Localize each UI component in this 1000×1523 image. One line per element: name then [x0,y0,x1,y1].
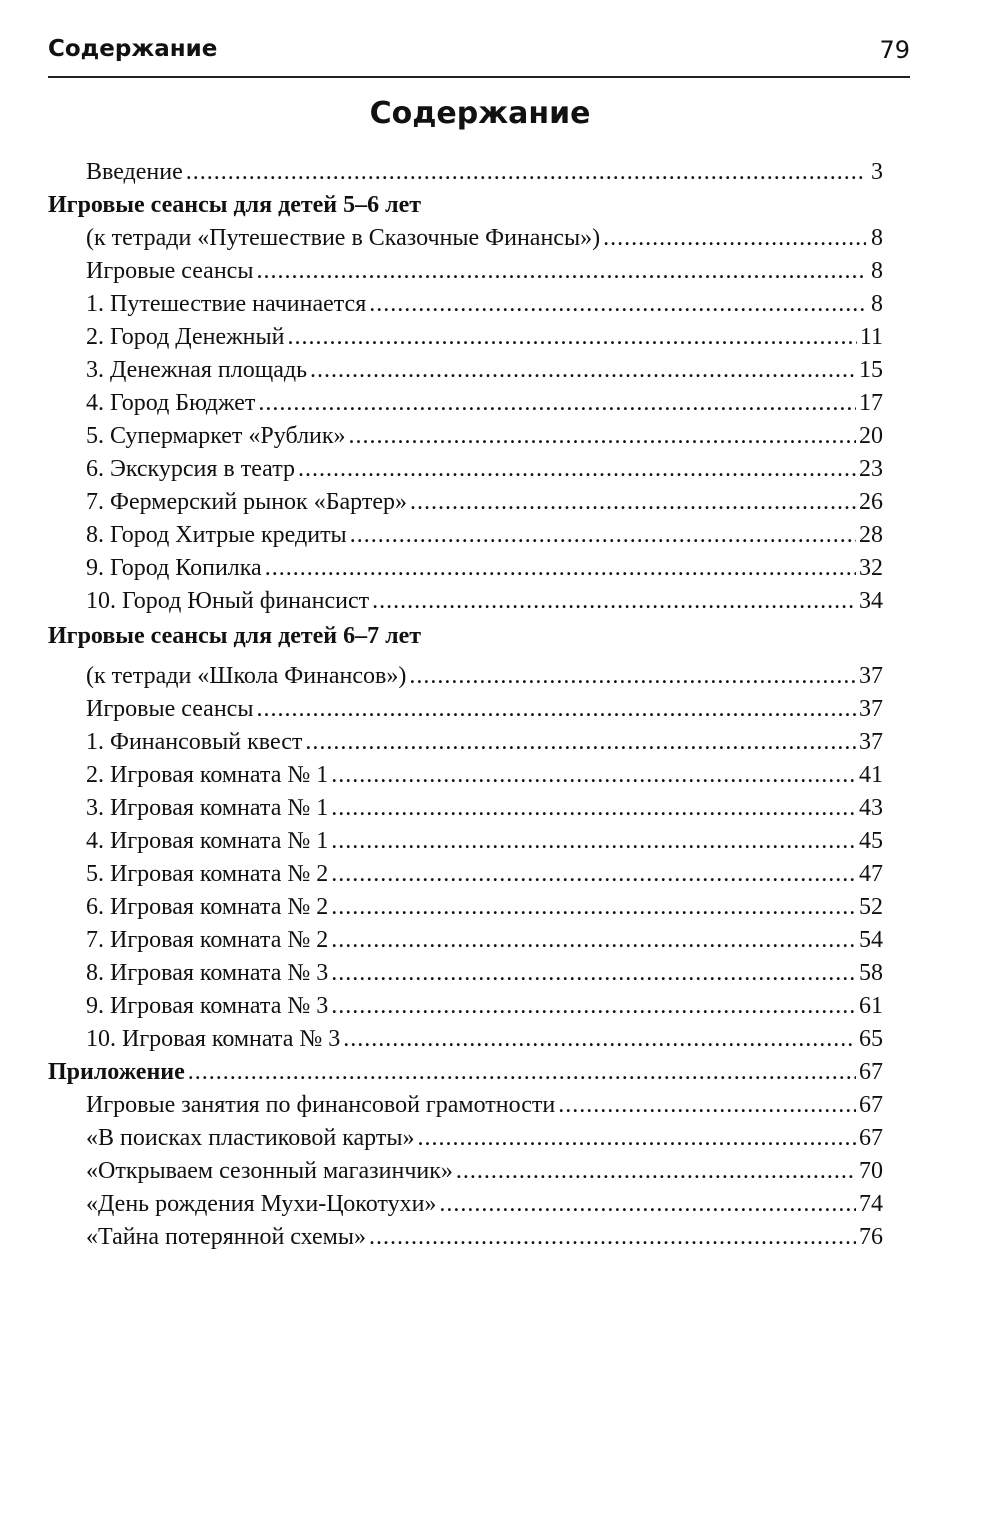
toc-entry[interactable] [48,792,883,825]
toc-entry[interactable] [48,891,883,924]
toc-entry[interactable] [48,222,883,255]
toc-entry-page: 37 [859,663,883,689]
toc-entry[interactable] [48,552,883,585]
toc-entry-page: 37 [859,696,883,722]
toc-entry-page: 17 [859,390,883,416]
dot-leader [186,156,866,189]
toc-entry-label: 1. Финансовый квест [86,729,303,755]
toc-entry-page: 67 [859,1092,883,1118]
toc-entry-page: 8 [871,258,883,284]
toc-entry[interactable] [48,321,883,354]
toc-entry-page: 34 [859,588,883,614]
toc-entry[interactable] [48,990,883,1023]
toc-entry-label: Игровые сеансы [86,258,254,284]
toc-entry-page: 43 [859,795,883,821]
toc-entry-page: 52 [859,894,883,920]
toc-entry-label: 5. Супермаркет «Рублик» [86,423,346,449]
toc-entry-label: 6. Экскурсия в театр [86,456,295,482]
toc-entry-appendix[interactable] [48,1056,883,1089]
toc-entry-label: 9. Игровая комната № 3 [86,993,329,1019]
toc-entry-page: 45 [859,828,883,854]
dot-leader [372,585,856,618]
toc-entry[interactable] [48,354,883,387]
toc-entry-label: «День рождения Мухи-Цокотухи» [86,1191,437,1217]
toc-entry[interactable] [48,693,883,726]
toc-entry-page: 37 [859,729,883,755]
toc-entry-label: 9. Город Копилка [86,555,262,581]
dot-leader [369,1221,856,1254]
toc-entry-label: 4. Город Бюджет [86,390,256,416]
toc-entry-page: 67 [859,1059,883,1085]
dot-leader [288,321,857,354]
toc-entry-page: 74 [859,1191,883,1217]
toc-entry[interactable] [48,660,883,693]
toc-entry-label: 8. Город Хитрые кредиты [86,522,347,548]
toc-section-heading [48,189,883,222]
toc-entry[interactable] [48,1023,883,1056]
toc-entry-page: 67 [859,1125,883,1151]
toc-entry-page: 3 [871,159,883,185]
page-title: Содержание [369,96,591,131]
toc-entry[interactable] [48,1188,883,1221]
toc-entry-label: 10. Игровая комната № 3 [86,1026,341,1052]
toc-entry-label: 4. Игровая комната № 1 [86,828,329,854]
table-of-contents [48,156,883,1254]
dot-leader [439,1188,856,1221]
toc-entry[interactable] [48,726,883,759]
dot-leader [331,990,856,1023]
dot-leader [343,1023,856,1056]
running-header [48,36,910,78]
toc-entry-label: 5. Игровая комната № 2 [86,861,329,887]
toc-entry-page: 26 [859,489,883,515]
toc-entry-label: 10. Город Юный финансист [86,588,370,614]
dot-leader [331,858,856,891]
toc-entry[interactable] [48,585,883,618]
toc-entry-page: 47 [859,861,883,887]
toc-entry-page: 8 [871,225,883,251]
toc-entry[interactable] [48,387,883,420]
running-title: Содержание [48,36,218,62]
toc-entry[interactable] [48,825,883,858]
toc-entry-label: 7. Фермерский рынок «Бартер» [86,489,407,515]
dot-leader [331,957,856,990]
toc-entry-page: 23 [859,456,883,482]
dot-leader [456,1155,856,1188]
dot-leader [258,387,856,420]
toc-entry[interactable] [48,759,883,792]
toc-entry-label: «Тайна потерянной схемы» [86,1224,366,1250]
section-heading-label: Игровые сеансы для детей 5–6 лет [48,192,422,218]
toc-entry-page: 61 [859,993,883,1019]
toc-entry-label: Игровые сеансы [86,696,254,722]
toc-entry-label: «В поисках пластиковой карты» [86,1125,415,1151]
dot-leader [298,453,856,486]
toc-entry[interactable] [48,1155,883,1188]
dot-leader [331,891,856,924]
toc-entry-label: Приложение [48,1059,185,1085]
dot-leader [350,519,856,552]
toc-entry-page: 32 [859,555,883,581]
toc-entry-label: 3. Денежная площадь [86,357,308,383]
toc-entry-page: 58 [859,960,883,986]
dot-leader [188,1056,856,1089]
toc-entry-page: 54 [859,927,883,953]
toc-entry[interactable] [48,1089,883,1122]
toc-entry[interactable] [48,420,883,453]
toc-entry-label: (к тетради «Школа Финансов») [86,663,407,689]
toc-entry[interactable] [48,924,883,957]
toc-entry-label: Введение [86,159,183,185]
toc-entry-page: 20 [859,423,883,449]
toc-entry[interactable] [48,858,883,891]
toc-entry-page: 65 [859,1026,883,1052]
toc-entry-intro[interactable] [48,156,883,189]
toc-entry-page: 76 [859,1224,883,1250]
dot-leader [331,759,856,792]
page-number: 79 [879,36,910,64]
dot-leader [349,420,856,453]
dot-leader [603,222,866,255]
toc-entry-page: 11 [859,324,883,350]
dot-leader [305,726,856,759]
toc-entry[interactable] [48,255,883,288]
dot-leader [265,552,856,585]
toc-entry-label: «Открываем сезонный магазинчик» [86,1158,453,1184]
toc-entry[interactable] [48,519,883,552]
toc-entry-label: 7. Игровая комната № 2 [86,927,329,953]
toc-entry-page: 41 [859,762,883,788]
toc-entry-label: 3. Игровая комната № 1 [86,795,329,821]
toc-entry[interactable] [48,453,883,486]
toc-entry-label: (к тетради «Путешествие в Сказочные Финансы») [86,225,601,251]
dot-leader [558,1089,856,1122]
dot-leader [331,825,856,858]
dot-leader [369,288,866,321]
toc-entry-label: Игровые занятия по финансовой грамотности [86,1092,556,1118]
dot-leader [410,486,856,519]
section-heading-label: Игровые сеансы для детей 6–7 лет [48,623,422,649]
toc-entry-page: 70 [859,1158,883,1184]
toc-entry-label: 2. Игровая комната № 1 [86,762,329,788]
toc-entry[interactable] [48,1122,883,1155]
toc-entry[interactable] [48,1221,883,1254]
toc-entry[interactable] [48,486,883,519]
dot-leader [256,693,856,726]
toc-entry-label: 8. Игровая комната № 3 [86,960,329,986]
toc-entry[interactable] [48,288,883,321]
toc-entry-page: 28 [859,522,883,548]
toc-entry-label: 1. Путешествие начинается [86,291,367,317]
toc-entry-label: 2. Город Денежный [86,324,285,350]
toc-entry-label: 6. Игровая комната № 2 [86,894,329,920]
dot-leader [331,924,856,957]
dot-leader [310,354,856,387]
toc-entry-page: 15 [859,357,883,383]
toc-entry-page: 8 [871,291,883,317]
dot-leader [331,792,856,825]
dot-leader [409,660,856,693]
toc-section-heading [48,618,883,654]
dot-leader [256,255,866,288]
dot-leader [417,1122,856,1155]
toc-entry[interactable] [48,957,883,990]
